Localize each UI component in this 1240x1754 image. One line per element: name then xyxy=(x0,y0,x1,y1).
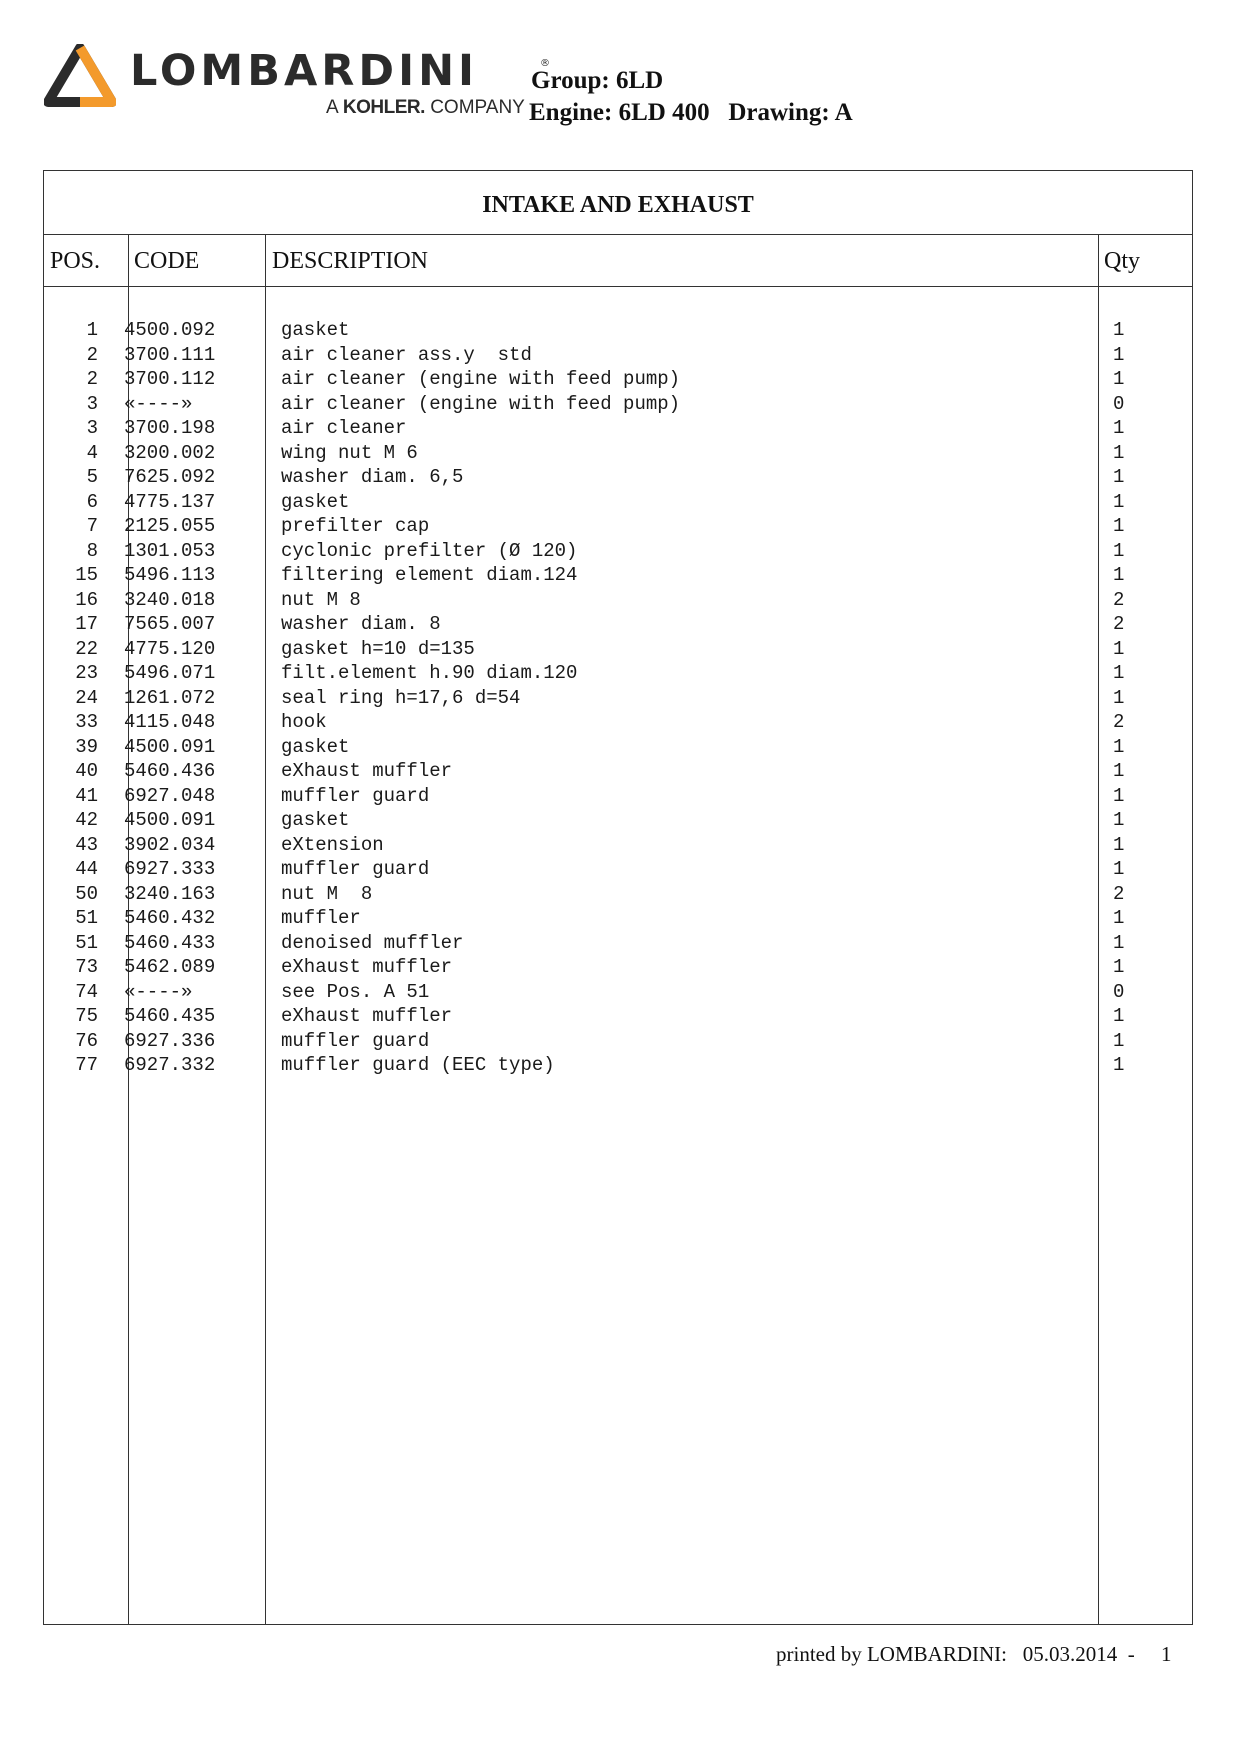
table-row xyxy=(44,612,1192,637)
lombardini-logo-icon xyxy=(44,44,116,108)
cell-description: washer diam. 8 xyxy=(281,613,441,635)
cell-qty: 2 xyxy=(1113,882,1125,905)
cell-pos: 43 xyxy=(75,833,98,856)
engine-drawing-label: Engine: 6LD 400 Drawing: A xyxy=(529,99,853,126)
cell-qty: 1 xyxy=(1113,637,1125,660)
cell-pos: 51 xyxy=(75,931,98,954)
cell-description: gasket xyxy=(281,490,350,513)
cell-description: eXhaust muffler xyxy=(281,956,453,978)
table-row xyxy=(44,392,1192,417)
cell-pos: 51 xyxy=(75,907,98,929)
cell-description: prefilter cap xyxy=(281,515,430,537)
cell-code: 6927.048 xyxy=(124,784,216,807)
cell-description: gasket xyxy=(281,735,350,758)
table-body xyxy=(44,318,1192,1078)
table-row xyxy=(44,686,1192,711)
table-row xyxy=(44,955,1192,980)
cell-code: 3700.198 xyxy=(124,417,216,439)
table-row xyxy=(44,980,1192,1005)
table-row xyxy=(44,416,1192,441)
cell-code: 4775.137 xyxy=(124,490,216,513)
cell-pos: 75 xyxy=(75,1005,98,1027)
cell-pos: 2 xyxy=(86,343,98,366)
cell-pos: 1 xyxy=(86,319,98,341)
cell-pos: 76 xyxy=(75,1029,98,1052)
cell-code: 3700.112 xyxy=(124,368,216,390)
cell-description: muffler guard (EEC type) xyxy=(281,1054,555,1076)
cell-pos: 44 xyxy=(75,858,98,880)
cell-description: nut M 8 xyxy=(281,882,373,905)
cell-code: 4115.048 xyxy=(124,711,216,733)
table-row xyxy=(44,318,1192,343)
cell-description: hook xyxy=(281,711,327,733)
cell-description: nut M 8 xyxy=(281,588,361,611)
cell-code: 3902.034 xyxy=(124,833,216,856)
cell-qty: 2 xyxy=(1113,588,1125,611)
print-date: 05.03.2014 xyxy=(1022,1642,1118,1666)
cell-description: gasket xyxy=(281,319,350,341)
table-title-row xyxy=(44,171,1192,235)
cell-code: 5496.113 xyxy=(124,564,216,586)
cell-qty: 1 xyxy=(1113,1029,1125,1052)
cell-description: gasket h=10 d=135 xyxy=(281,637,475,660)
table-row xyxy=(44,857,1192,882)
cell-code: 6927.333 xyxy=(124,858,216,880)
cell-description: denoised muffler xyxy=(281,931,464,954)
cell-pos: 5 xyxy=(86,466,98,488)
tagline-company: KOHLER. xyxy=(342,97,425,118)
cell-qty: 1 xyxy=(1113,539,1125,562)
table-row xyxy=(44,441,1192,466)
cell-qty: 2 xyxy=(1113,613,1125,635)
column-header-description: DESCRIPTION xyxy=(272,248,429,274)
cell-pos: 24 xyxy=(75,686,98,709)
table-row xyxy=(44,465,1192,490)
cell-qty: 1 xyxy=(1113,809,1125,831)
cell-description: eXhaust muffler xyxy=(281,1005,453,1027)
cell-code: 5462.089 xyxy=(124,956,216,978)
cell-code: 5460.433 xyxy=(124,931,216,954)
table-row xyxy=(44,784,1192,809)
cell-description: eXtension xyxy=(281,833,384,856)
cell-description: air cleaner (engine with feed pump) xyxy=(281,368,681,390)
table-row xyxy=(44,490,1192,515)
table-row xyxy=(44,1029,1192,1054)
cell-qty: 1 xyxy=(1113,466,1125,488)
table-header-row xyxy=(44,235,1192,287)
print-footer xyxy=(776,1644,1171,1665)
cell-qty: 1 xyxy=(1113,931,1125,954)
cell-qty: 1 xyxy=(1113,858,1125,880)
cell-qty: 1 xyxy=(1113,490,1125,513)
table-row xyxy=(44,1004,1192,1029)
table-row xyxy=(44,637,1192,662)
cell-pos: 6 xyxy=(86,490,98,513)
cell-code: 4500.091 xyxy=(124,809,216,831)
table-row xyxy=(44,343,1192,368)
printed-by: printed by LOMBARDINI: xyxy=(776,1642,1007,1666)
table-row xyxy=(44,759,1192,784)
cell-description: air cleaner (engine with feed pump) xyxy=(281,392,681,415)
cell-pos: 33 xyxy=(75,711,98,733)
cell-qty: 1 xyxy=(1113,319,1125,341)
cell-pos: 15 xyxy=(75,564,98,586)
table-row xyxy=(44,882,1192,907)
cell-pos: 74 xyxy=(75,980,98,1003)
cell-code: 3240.018 xyxy=(124,588,216,611)
cell-code: 5460.436 xyxy=(124,760,216,782)
cell-pos: 39 xyxy=(75,735,98,758)
cell-code: 5460.432 xyxy=(124,907,216,929)
cell-description: filtering element diam.124 xyxy=(281,564,578,586)
cell-pos: 42 xyxy=(75,809,98,831)
cell-description: air cleaner ass.y std xyxy=(281,343,532,366)
cell-code: 5460.435 xyxy=(124,1005,216,1027)
table-row xyxy=(44,367,1192,392)
cell-code: 4775.120 xyxy=(124,637,216,660)
cell-description: muffler guard xyxy=(281,1029,430,1052)
cell-code: 3700.111 xyxy=(124,343,216,366)
cell-qty: 1 xyxy=(1113,833,1125,856)
table-row xyxy=(44,710,1192,735)
table-row xyxy=(44,906,1192,931)
cell-code: 3200.002 xyxy=(124,441,216,464)
table-row xyxy=(44,539,1192,564)
table-row xyxy=(44,931,1192,956)
cell-qty: 1 xyxy=(1113,368,1125,390)
cell-qty: 1 xyxy=(1113,735,1125,758)
cell-qty: 1 xyxy=(1113,784,1125,807)
brand-wordmark: LOMBARDINI xyxy=(130,46,479,96)
group-label: Group: 6LD xyxy=(531,67,664,94)
cell-qty: 1 xyxy=(1113,441,1125,464)
cell-code: 3240.163 xyxy=(124,882,216,905)
brand-tagline xyxy=(326,98,525,117)
cell-pos: 4 xyxy=(86,441,98,464)
cell-description: see Pos. A 51 xyxy=(281,980,430,1003)
cell-code: 1301.053 xyxy=(124,539,216,562)
cell-description: muffler guard xyxy=(281,784,430,807)
cell-description: muffler guard xyxy=(281,858,430,880)
cell-qty: 1 xyxy=(1113,760,1125,782)
cell-description: gasket xyxy=(281,809,350,831)
cell-description: eXhaust muffler xyxy=(281,760,453,782)
tagline-suffix: COMPANY xyxy=(430,97,525,118)
tagline-prefix: A xyxy=(326,97,338,118)
cell-qty: 1 xyxy=(1113,564,1125,586)
cell-code: 5496.071 xyxy=(124,662,216,684)
cell-code: 7625.092 xyxy=(124,466,216,488)
cell-qty: 1 xyxy=(1113,956,1125,978)
cell-code: 4500.092 xyxy=(124,319,216,341)
cell-pos: 73 xyxy=(75,956,98,978)
cell-qty: 1 xyxy=(1113,662,1125,684)
cell-code: «----» xyxy=(124,392,193,415)
cell-pos: 17 xyxy=(75,613,98,635)
cell-qty: 1 xyxy=(1113,417,1125,439)
cell-qty: 2 xyxy=(1113,711,1125,733)
footer-separator: - xyxy=(1127,1642,1135,1666)
table-row xyxy=(44,661,1192,686)
cell-pos: 23 xyxy=(75,662,98,684)
table-row xyxy=(44,735,1192,760)
cell-pos: 8 xyxy=(86,539,98,562)
table-row xyxy=(44,588,1192,613)
column-header-code: CODE xyxy=(134,248,200,274)
cell-description: air cleaner xyxy=(281,417,407,439)
cell-description: wing nut M 6 xyxy=(281,441,418,464)
page-number: 1 xyxy=(1160,1642,1172,1666)
cell-qty: 0 xyxy=(1113,980,1125,1003)
cell-qty: 1 xyxy=(1113,1054,1125,1076)
registered-mark: ® xyxy=(540,58,550,69)
cell-description: muffler xyxy=(281,907,361,929)
cell-code: 6927.336 xyxy=(124,1029,216,1052)
cell-code: 6927.332 xyxy=(124,1054,216,1076)
table-title: INTAKE AND EXHAUST xyxy=(482,192,754,218)
column-header-pos: POS. xyxy=(50,248,101,274)
cell-description: filt.element h.90 diam.120 xyxy=(281,662,578,684)
cell-description: seal ring h=17,6 d=54 xyxy=(281,686,521,709)
cell-code: 1261.072 xyxy=(124,686,216,709)
cell-qty: 1 xyxy=(1113,1005,1125,1027)
cell-pos: 7 xyxy=(86,515,98,537)
cell-qty: 1 xyxy=(1113,686,1125,709)
table-row xyxy=(44,1053,1192,1078)
cell-description: washer diam. 6,5 xyxy=(281,466,464,488)
cell-pos: 3 xyxy=(86,392,98,415)
cell-pos: 40 xyxy=(75,760,98,782)
cell-pos: 22 xyxy=(75,637,98,660)
cell-pos: 41 xyxy=(75,784,98,807)
cell-qty: 0 xyxy=(1113,392,1125,415)
table-row xyxy=(44,563,1192,588)
cell-pos: 2 xyxy=(86,368,98,390)
cell-qty: 1 xyxy=(1113,907,1125,929)
table-row xyxy=(44,833,1192,858)
parts-table xyxy=(43,170,1193,1625)
cell-description: cyclonic prefilter (Ø 120) xyxy=(281,539,578,562)
cell-code: «----» xyxy=(124,980,193,1003)
cell-pos: 77 xyxy=(75,1054,98,1076)
cell-code: 7565.007 xyxy=(124,613,216,635)
cell-code: 2125.055 xyxy=(124,515,216,537)
column-header-qty: Qty xyxy=(1104,248,1140,274)
cell-pos: 16 xyxy=(75,588,98,611)
cell-code: 4500.091 xyxy=(124,735,216,758)
cell-pos: 3 xyxy=(86,417,98,439)
cell-qty: 1 xyxy=(1113,343,1125,366)
cell-qty: 1 xyxy=(1113,515,1125,537)
table-row xyxy=(44,514,1192,539)
cell-pos: 50 xyxy=(75,882,98,905)
table-row xyxy=(44,808,1192,833)
